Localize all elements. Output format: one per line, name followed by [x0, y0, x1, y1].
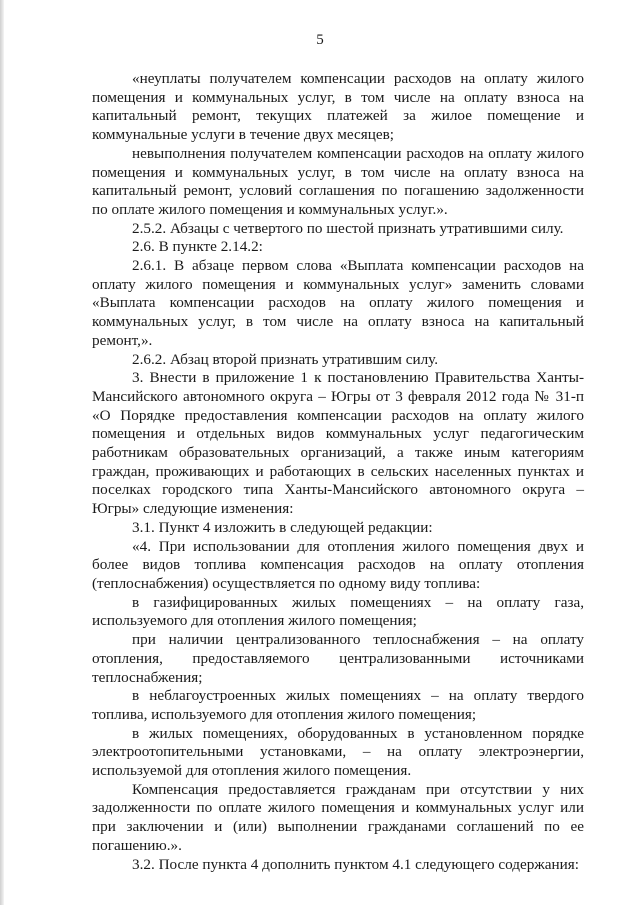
paragraph: в неблагоустроенных жилых помещениях – на оплату твердого топлива, используемого для отопления жилого помещения;: [92, 687, 584, 723]
paragraph: 3. Внести в приложение 1 к постановлению Правительства Ханты-Мансийского автономного округа – Югры от 3 февраля 2012 года № 31-п «О Порядке предоставления компенсации расходов на оплату жилого помещения и отдельных видов коммунальных услуг педагогическим работникам образовательных организаций, а также иным категориям граждан, проживающих и работающих в сельских населенных пунктах и поселках городского типа Ханты-Мансийского автономного округа – Югры» следующие изменения:: [92, 369, 584, 518]
paragraph: Компенсация предоставляется гражданам при отсутствии у них задолженности по оплате жилого помещения и коммунальных услуг или при заключении и (или) выполнении гражданами соглашений по ее погашению.».: [92, 780, 584, 854]
paragraph: 2.6.2. Абзац второй признать утратившим силу.: [132, 350, 439, 368]
paragraph: при наличии централизованного теплоснабжения – на оплату отопления, предоставляемого централизованными источниками теплоснабжения;: [92, 631, 584, 686]
paragraph: 2.6. В пункте 2.14.2:: [132, 238, 263, 256]
paragraph: в жилых помещениях, оборудованных в установленном порядке электроотопительными установками, – на оплату электроэнергии, используемой для отопления жилого помещения.: [92, 724, 584, 780]
paragraph: «4. При использовании для отопления жилого помещения двух и более видов топлива компенсация расходов на оплату отопления (теплоснабжения) осуществляется по одному виду топлива:: [92, 537, 584, 592]
paragraph: 3.1. Пункт 4 изложить в следующей редакции:: [132, 518, 433, 536]
scan-edge: [0, 0, 4, 905]
document-body: [92, 70, 584, 874]
page-number: 5: [316, 32, 324, 48]
paragraph: 2.5.2. Абзацы с четвертого по шестой признать утратившими силу.: [132, 219, 564, 237]
paragraph: 3.2. После пункта 4 дополнить пунктом 4.1 следующего содержания:: [132, 855, 580, 873]
paragraph: в газифицированных жилых помещениях – на оплату газа, используемого для отопления жилого помещения;: [92, 593, 584, 630]
paragraph: невыполнения получателем компенсации расходов на оплату жилого помещения и коммунальных услуг, в том числе на оплату взноса на капитальный ремонт, условий соглашения по погашению задолженности по оплате жилого помещения и коммунальных услуг.».: [92, 144, 584, 218]
paragraph: 2.6.1. В абзаце первом слова «Выплата компенсации расходов на оплату жилого помещения и коммунальных услуг» заменить словами «Выплата компенсации расходов на оплату жилого помещения и коммунальных услуг, в том числе на оплату взноса на капитальный ремонт,».: [92, 257, 584, 349]
paragraph: «неуплаты получателем компенсации расходов на оплату жилого помещения и коммунальных услуг, в том числе на оплату взноса на капитальный ремонт, текущих платежей за жилое помещение и коммунальные услуги в течение двух месяцев;: [92, 70, 584, 144]
